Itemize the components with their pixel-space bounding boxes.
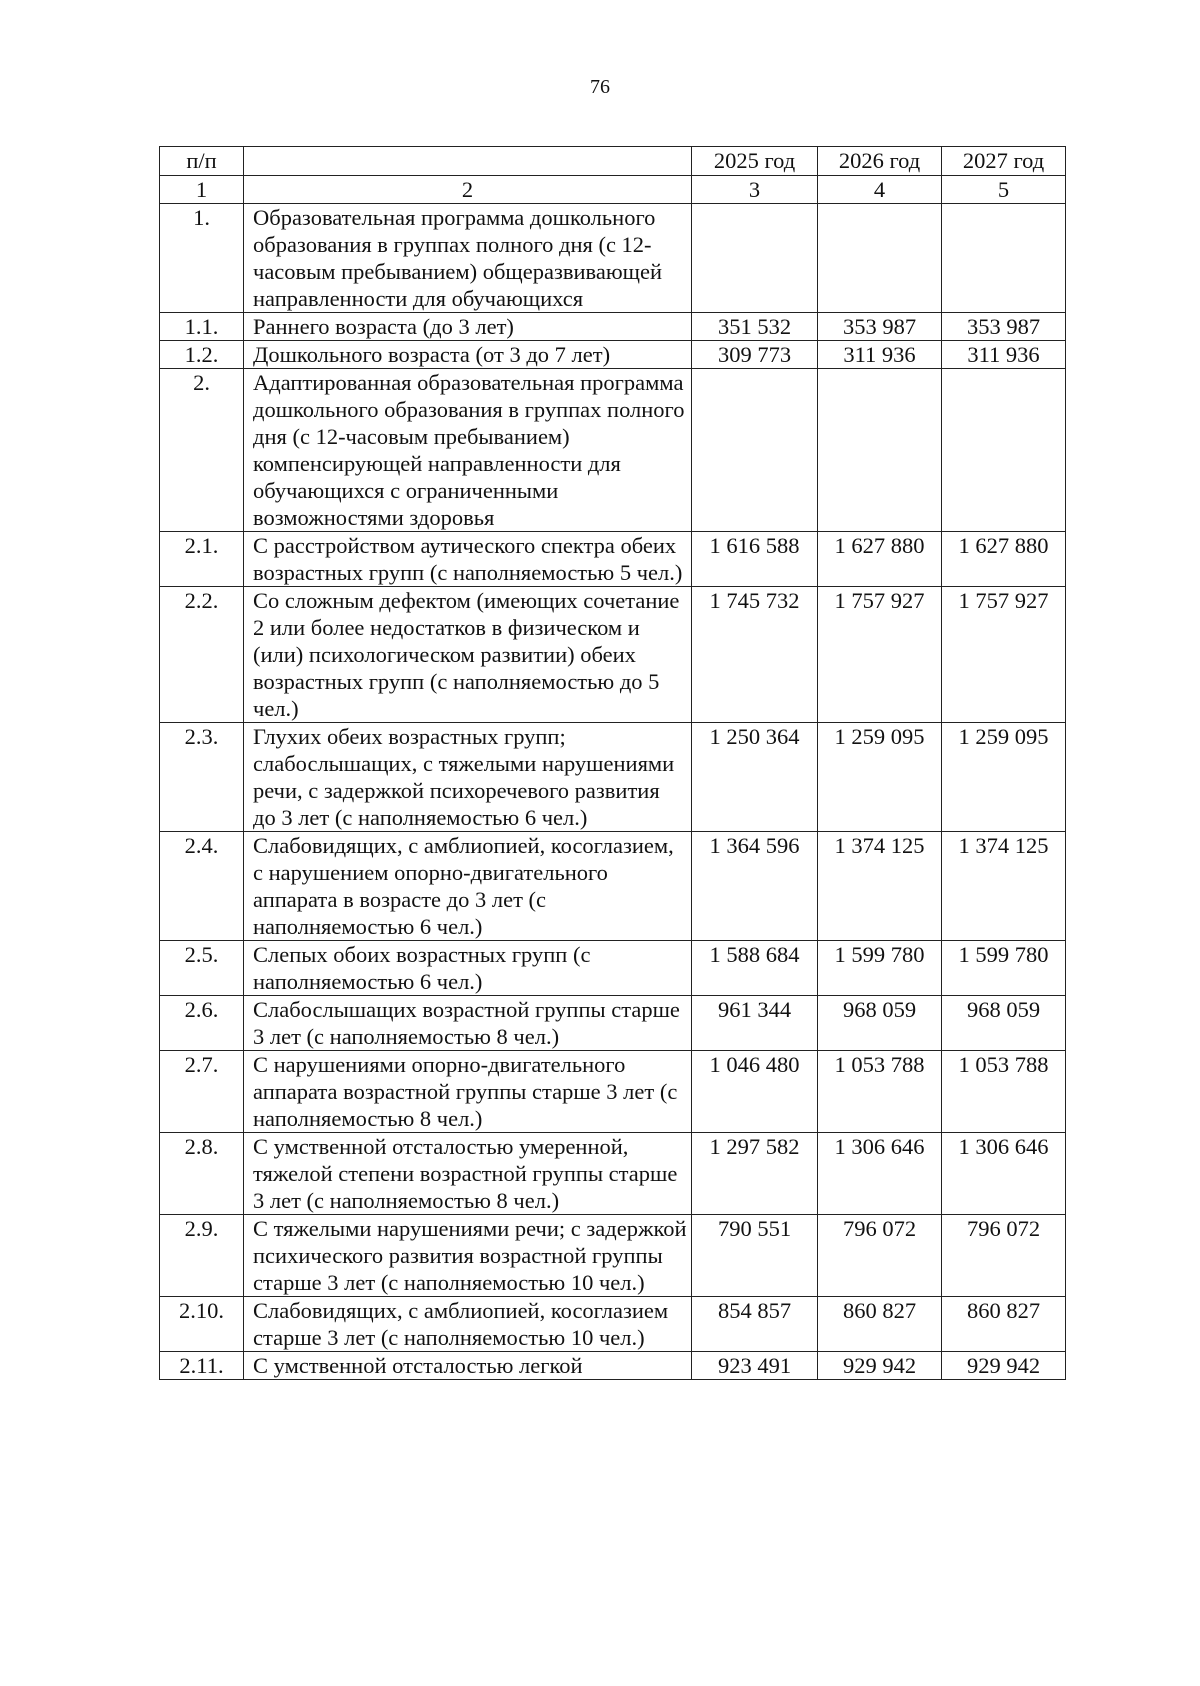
- row-number: 2.2.: [160, 587, 244, 723]
- value-2026: 1 374 125: [818, 832, 942, 941]
- row-description: Адаптированная образовательная программа дошкольного образования в группах полного дня (с 12-часовым пребыванием) компенсирующей направленности для обучающихся с ограниченными возможностями здоровья: [244, 369, 692, 532]
- row-number: 2.6.: [160, 996, 244, 1051]
- value-2025: 1 616 588: [692, 532, 818, 587]
- table-row: [160, 313, 1066, 341]
- value-2027: [942, 369, 1066, 532]
- row-number: 2.: [160, 369, 244, 532]
- value-2026: 1 599 780: [818, 941, 942, 996]
- table-row: [160, 941, 1066, 996]
- row-description: Слепых обоих возрастных групп (с наполняемостью 6 чел.): [244, 941, 692, 996]
- row-number: 1.: [160, 204, 244, 313]
- value-2026: 1 757 927: [818, 587, 942, 723]
- row-number: 1.1.: [160, 313, 244, 341]
- row-number: 2.7.: [160, 1051, 244, 1133]
- value-2027: 311 936: [942, 341, 1066, 369]
- value-2026: 929 942: [818, 1352, 942, 1380]
- table-row: [160, 723, 1066, 832]
- row-description: С умственной отсталостью легкой: [244, 1352, 692, 1380]
- value-2025: 1 745 732: [692, 587, 818, 723]
- row-description: С умственной отсталостью умеренной, тяжелой степени возрастной группы старше 3 лет (с наполняемостью 8 чел.): [244, 1133, 692, 1215]
- table-row: [160, 341, 1066, 369]
- value-2025: 923 491: [692, 1352, 818, 1380]
- value-2025: 351 532: [692, 313, 818, 341]
- value-2026: 796 072: [818, 1215, 942, 1297]
- value-2025: 1 297 582: [692, 1133, 818, 1215]
- row-description: Образовательная программа дошкольного образования в группах полного дня (с 12-часовым пребыванием) общеразвивающей направленности для обучающихся: [244, 204, 692, 313]
- value-2026: 353 987: [818, 313, 942, 341]
- header-2026: 2026 год: [818, 147, 942, 176]
- value-2025: 1 046 480: [692, 1051, 818, 1133]
- value-2025: 309 773: [692, 341, 818, 369]
- value-2025: 1 364 596: [692, 832, 818, 941]
- header-2027: 2027 год: [942, 147, 1066, 176]
- row-description: Со сложным дефектом (имеющих сочетание 2 или более недостатков в физическом и (или) психологическом развитии) обеих возрастных групп (с наполняемостью до 5 чел.): [244, 587, 692, 723]
- value-2027: 968 059: [942, 996, 1066, 1051]
- row-number: 2.8.: [160, 1133, 244, 1215]
- table-row: [160, 1215, 1066, 1297]
- value-2027: 1 757 927: [942, 587, 1066, 723]
- table-row: [160, 1352, 1066, 1380]
- value-2027: 353 987: [942, 313, 1066, 341]
- value-2025: 1 250 364: [692, 723, 818, 832]
- table-row: [160, 532, 1066, 587]
- table-header-row: [160, 147, 1066, 176]
- row-description: Дошкольного возраста (от 3 до 7 лет): [244, 341, 692, 369]
- value-2026: 1 306 646: [818, 1133, 942, 1215]
- row-number: 2.9.: [160, 1215, 244, 1297]
- value-2025: [692, 204, 818, 313]
- table-row: [160, 996, 1066, 1051]
- value-2026: 1 259 095: [818, 723, 942, 832]
- value-2027: 1 053 788: [942, 1051, 1066, 1133]
- row-description: Слабослышащих возрастной группы старше 3 лет (с наполняемостью 8 чел.): [244, 996, 692, 1051]
- table-row: [160, 1133, 1066, 1215]
- column-number: 1: [160, 176, 244, 204]
- table-row: [160, 832, 1066, 941]
- value-2027: [942, 204, 1066, 313]
- row-description: С расстройством аутического спектра обеих возрастных групп (с наполняемостью 5 чел.): [244, 532, 692, 587]
- value-2026: 860 827: [818, 1297, 942, 1352]
- row-description: С тяжелыми нарушениями речи; с задержкой психического развития возрастной группы старше 3 лет (с наполняемостью 10 чел.): [244, 1215, 692, 1297]
- value-2025: 961 344: [692, 996, 818, 1051]
- column-number: 3: [692, 176, 818, 204]
- row-number: 2.3.: [160, 723, 244, 832]
- row-description: С нарушениями опорно-двигательного аппарата возрастной группы старше 3 лет (с наполняемостью 8 чел.): [244, 1051, 692, 1133]
- row-number: 2.10.: [160, 1297, 244, 1352]
- table-row: [160, 1051, 1066, 1133]
- row-number: 2.1.: [160, 532, 244, 587]
- table-row: [160, 587, 1066, 723]
- row-number: 1.2.: [160, 341, 244, 369]
- row-description: Слабовидящих, с амблиопией, косоглазием, с нарушением опорно-двигательного аппарата в возрасте до 3 лет (с наполняемостью 6 чел.): [244, 832, 692, 941]
- table-row: [160, 1297, 1066, 1352]
- value-2026: 311 936: [818, 341, 942, 369]
- table-row: [160, 369, 1066, 532]
- value-2027: 929 942: [942, 1352, 1066, 1380]
- value-2025: 790 551: [692, 1215, 818, 1297]
- value-2027: 1 599 780: [942, 941, 1066, 996]
- page-number: 76: [590, 76, 610, 98]
- value-2027: 1 374 125: [942, 832, 1066, 941]
- value-2026: [818, 204, 942, 313]
- value-2027: 796 072: [942, 1215, 1066, 1297]
- row-number: 2.4.: [160, 832, 244, 941]
- column-number: 2: [244, 176, 692, 204]
- row-description: Раннего возраста (до 3 лет): [244, 313, 692, 341]
- column-number: 5: [942, 176, 1066, 204]
- row-number: 2.11.: [160, 1352, 244, 1380]
- value-2027: 1 259 095: [942, 723, 1066, 832]
- row-description: Слабовидящих, с амблиопией, косоглазием старше 3 лет (с наполняемостью 10 чел.): [244, 1297, 692, 1352]
- value-2027: 1 306 646: [942, 1133, 1066, 1215]
- row-description: Глухих обеих возрастных групп; слабослышащих, с тяжелыми нарушениями речи, с задержкой психоречевого развития до 3 лет (с наполняемостью 6 чел.): [244, 723, 692, 832]
- value-2027: 1 627 880: [942, 532, 1066, 587]
- value-2027: 860 827: [942, 1297, 1066, 1352]
- column-number: 4: [818, 176, 942, 204]
- value-2026: 1 053 788: [818, 1051, 942, 1133]
- value-2025: [692, 369, 818, 532]
- column-number-row: [160, 176, 1066, 204]
- value-2025: 1 588 684: [692, 941, 818, 996]
- header-npp: п/п: [160, 147, 244, 176]
- value-2026: 968 059: [818, 996, 942, 1051]
- table-row: [160, 204, 1066, 313]
- value-2025: 854 857: [692, 1297, 818, 1352]
- header-name: [244, 147, 692, 176]
- value-2026: [818, 369, 942, 532]
- value-2026: 1 627 880: [818, 532, 942, 587]
- tariff-table: [159, 146, 1066, 1380]
- header-2025: 2025 год: [692, 147, 818, 176]
- row-number: 2.5.: [160, 941, 244, 996]
